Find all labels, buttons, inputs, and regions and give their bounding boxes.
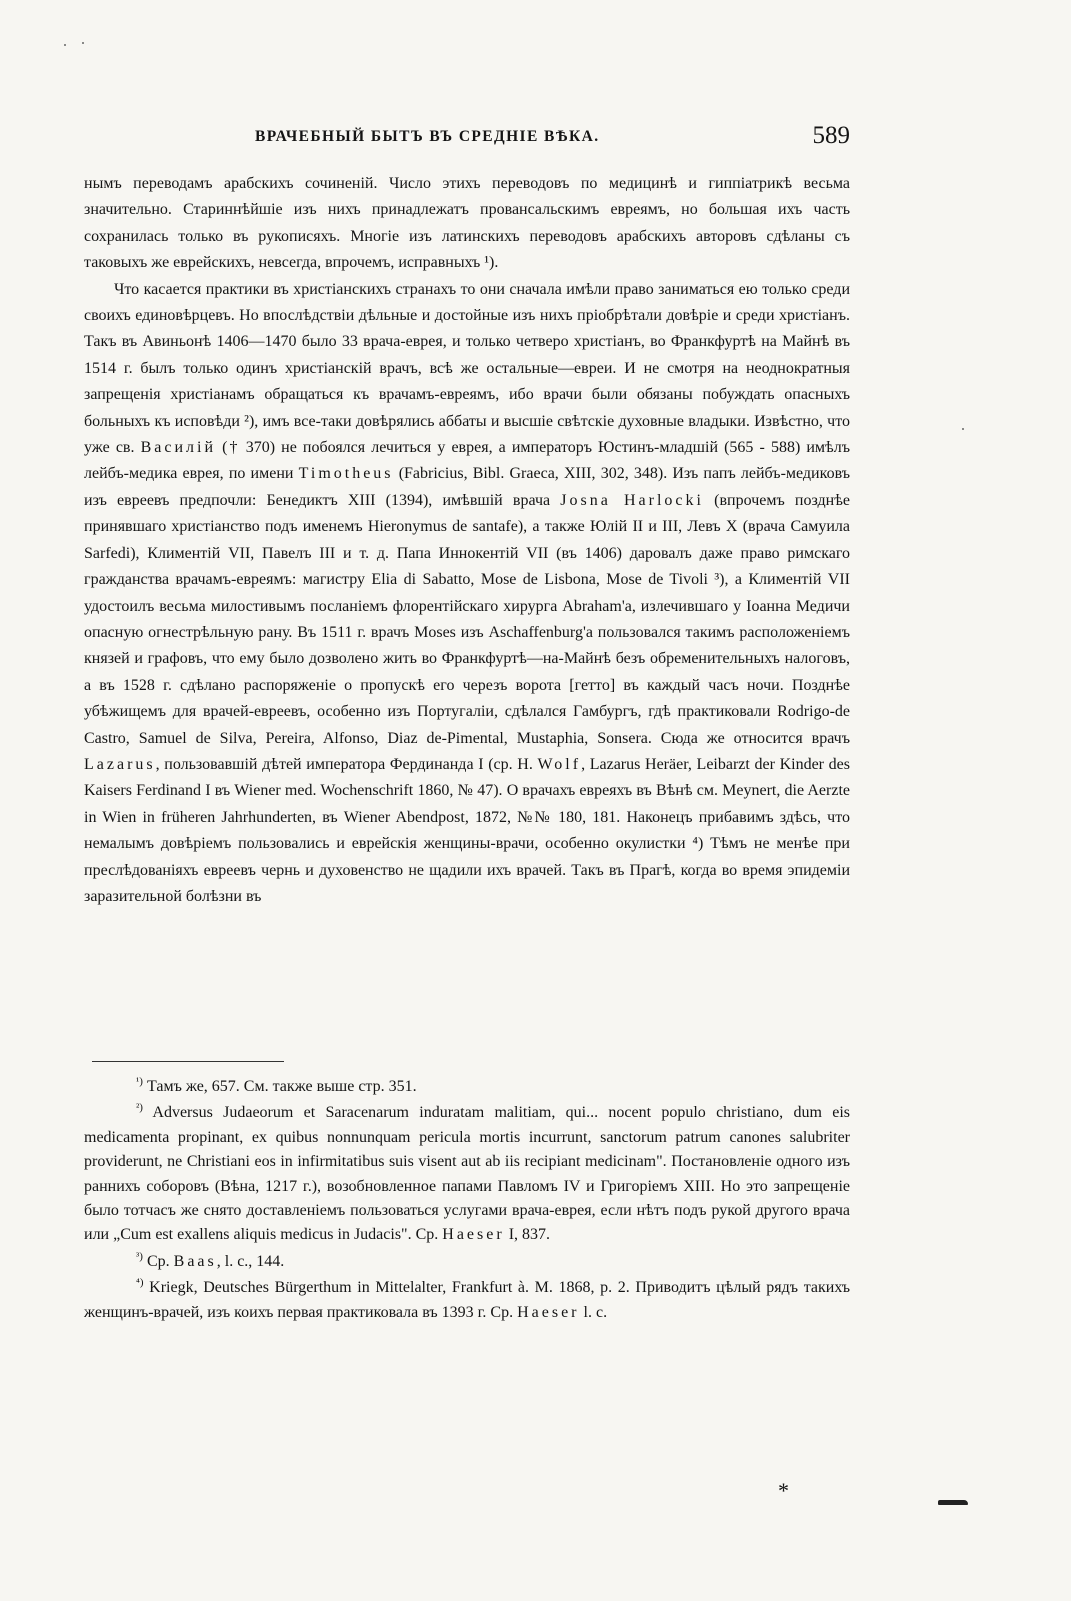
dust-speck (64, 44, 66, 46)
star-mark: * (778, 1478, 789, 1503)
running-head: ВРАЧЕБНЫЙ БЫТЪ ВЪ СРЕДНІЕ ВѢКА. (255, 128, 600, 145)
page-header (80, 122, 850, 154)
footnote-4: $^{^4)}$ Kriegk, Deutsches Bürgerthum in Mittelalter, Frankfurt à. M. 1868, p. 2. Приводитъ цѣлый рядъ такихъ женщинъ-врачей, изъ коихъ первая практиковала въ 1393 г. Ср. Haeser l. c. (84, 1276, 850, 1321)
spaced-name: Haeser (517, 1303, 580, 1321)
spaced-name: Василій (140, 439, 217, 457)
footnote-2: $^{^2)}$ Adversus Judaeorum et Saracenarum induratam malitiam, qui... nocent populo christiano, dum eis medicamenta propinant, ex quibus nonnunquam pericula mortis incurrunt, sanctorum patrum canones salubriter providerunt, ne Christiani eos in infirmitatibus suis visent aut ab iis recipiant medicinam". Постановленіе одного изъ раннихъ соборовъ (Вѣна, 1217 г.), возобновленное папами Павломъ IV и Григоріемъ XIII. Но это запрещеніе было тотчасъ же снято доставленіемъ пользоваться услугами врача-еврея, если нѣтъ подъ рукой другого врача или „Cum est exallens aliquis medicus in Judacis". Ср. Haeser I, 837. (84, 1102, 850, 1244)
spaced-name: Haeser (442, 1226, 505, 1244)
footnote-rule (92, 1061, 284, 1062)
footnotes (84, 1075, 850, 1327)
dust-speck (82, 42, 84, 44)
spaced-name: Timotheus (298, 465, 394, 483)
page-number: 589 (812, 122, 850, 149)
paragraph-1: нымъ переводамъ арабскихъ сочиненій. Число этихъ переводовъ по медицинѣ и гиппіатрикѣ весьма значительно. Стариннѣйшіе изъ нихъ принадлежатъ провансальскимъ евреямъ, но большая ихъ часть сохранилась только въ рукописяхъ. Многіе изъ латинскихъ переводовъ арабскихъ авторовъ сдѣланы съ таковыхъ же еврейскихъ, невсегда, впрочемъ, исправныхъ ¹). (84, 175, 850, 272)
main-text (84, 171, 850, 910)
spaced-name: Baas (173, 1252, 217, 1270)
spaced-name: Wolf (537, 755, 582, 773)
ink-smudge (938, 1500, 968, 1505)
spaced-name: Lazarus (84, 755, 156, 773)
footnote-3: $^{^3)}$ Ср. Baas, l. c., 144. (136, 1250, 285, 1270)
footnote-1: $^{^1)}$ Тамъ же, 657. См. также выше стр. 351. (136, 1075, 417, 1095)
spaced-name: Josna Harlocki (560, 491, 704, 509)
paragraph-2: Что касается практики въ христіанскихъ странахъ то они сначала имѣли право заниматься ею только среди своихъ единовѣрцевъ. Но впослѣдствіи дѣльные и достойные изъ нихъ пріобрѣтали довѣріе и среди христіанъ. Такъ въ Авиньонѣ 1406—1470 было 33 врача-еврея, и только четверо христіанъ, во Франкфуртѣ на Майнѣ въ 1514 г. былъ только одинъ христіанскій врачъ, всѣ же остальные—евреи. И не смотря на неоднократныя запрещенія христіанамъ обращаться къ врачамъ-евреямъ, ибо врачи были обязаны побуждать опасныхъ больныхъ къ исповѣди ²), имъ все-таки довѣрялись аббаты и высшіе свѣтскіе духовные владыки. Извѣстно, что уже св. Василій († 370) не побоялся лечиться у еврея, а императоръ Юстинъ-младшій (565 - 588) имѣлъ лейбъ-медика еврея, по имени Timotheus (Fabricius, Bibl. Graeca, XIII, 302, 348). Изъ папъ лейбъ-медиковъ изъ евреевъ предпочли: Бенедиктъ XIII (1394), имѣвшій врача Josna Harlocki (впрочемъ позднѣе принявшаго христіанство подъ именемъ Hieronymus de santafe), а также Юлій II и III, Левъ X (врача Самуила Sarfedi), Климентій VII, Павелъ III и т. д. Папа Иннокентій VII (въ 1406) даровалъ даже право римскаго гражданства врачамъ-евреямъ: магистру Elia di Sabatto, Mose de Lisbona, Mose de Tivoli ³), а Климентій VII удостоилъ весьма милостивымъ посланіемъ флорентійскаго хирурга Abraham'а, излечившаго у Іоанна Медичи опасную огнестрѣльную рану. Въ 1511 г. врачъ Moses изъ Aschaffenburg'а пользовался такимъ расположеніемъ князей и графовъ, что ему было дозволено жить во Франкфуртѣ—на-Майнѣ безъ обременительныхъ налоговъ, а въ 1528 г. сдѣлано распоряженіе о пропускѣ его черезъ ворота [гетто] въ каждый часъ ночи. Позднѣе убѣжищемъ для врачей-евреевъ, особенно изъ Португаліи, сдѣлался Гамбургъ, гдѣ практиковали Rodrigo-de Castro, Samuel de Silva, Pereira, Alfonso, Diaz de-Pimental, Mustaphia, Sonsera. Сюда же относится врачъ Lazarus, пользовавшій дѣтей императора Фердинанда I (ср. H. Wolf, Lazarus Heräer, Leibarzt der Kinder des Kaisers Ferdinand I въ Wiener med. Wochenschrift 1860, № 47). О врачахъ евреяхъ въ Вѣнѣ см. Meynert, die Aerzte in Wien in früheren Jahrhunderten, въ Wiener Abendpost, 1872, №№ 180, 181. Наконецъ прибавимъ здѣсь, что немалымъ довѣріемъ пользовались и еврейскія женщины-врачи, особенно окулистки ⁴) Тѣмъ не менѣе при преслѣдованіяхъ евреевъ чернь и духовенство не щадили ихъ врачей. Такъ въ Прагѣ, когда во время эпидеміи заразительной болѣзни въ (84, 280, 851, 905)
dust-speck (962, 428, 964, 430)
